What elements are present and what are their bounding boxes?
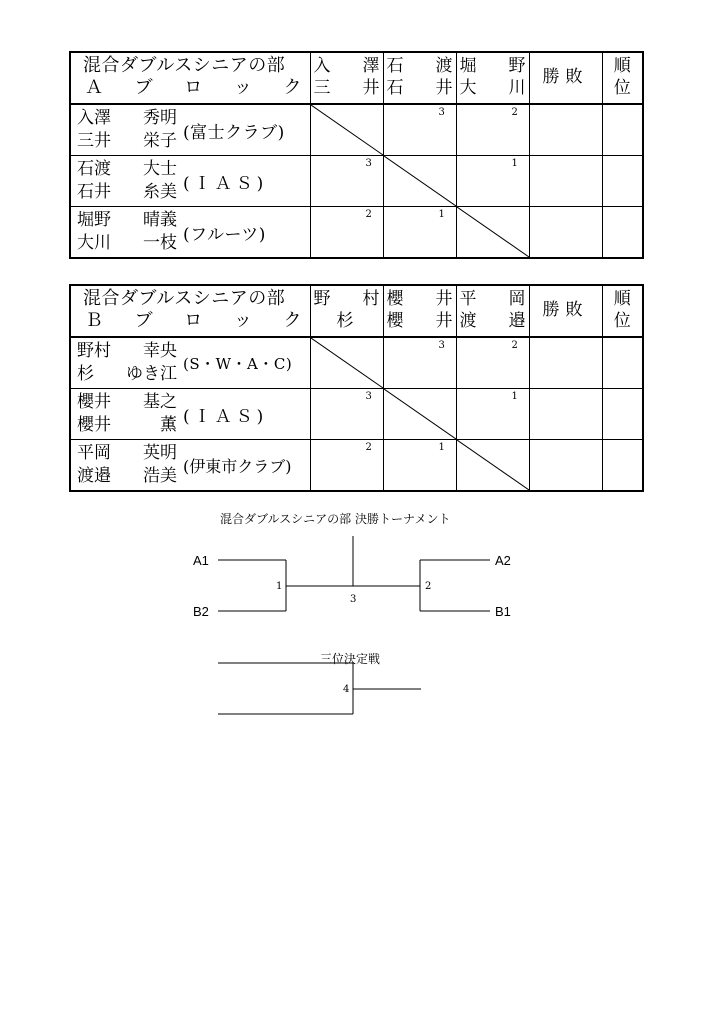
- block-b-team-2: (ＩＡＳ): [183, 406, 268, 427]
- block-a-team-2: (ＩＡＳ): [183, 173, 268, 194]
- block-a-player-3: 堀野 晴義 大川 一枝 (フルーツ): [70, 207, 310, 259]
- match-number-4: 4: [343, 684, 350, 695]
- seed-b1: B1: [495, 604, 511, 619]
- block-b-player-2: 櫻井 基之 櫻井 薫 (ＩＡＳ): [70, 389, 310, 440]
- block-b-cell-2-1: 3: [310, 389, 383, 440]
- block-b-team-1: (S・W・A・C): [183, 354, 293, 373]
- block-a-opponent-2: 石 渡 石 井: [383, 52, 456, 104]
- block-a-opponent-1: 入 澤 三 井: [310, 52, 383, 104]
- match-number-1: 1: [276, 581, 283, 592]
- block-a-rank-header: 順 位: [602, 52, 643, 104]
- block-a-title: 混合ダブルスシニアの部: [83, 55, 286, 76]
- block-a-cell-3-2: 1: [383, 207, 456, 259]
- match-number-3: 3: [350, 594, 357, 605]
- block-b-opponent-1: 野 村 杉: [310, 285, 383, 337]
- block-b-player-3: 平岡 英明 渡邉 浩美 (伊東市クラブ): [70, 440, 310, 492]
- block-b-cell-3-2: 1: [383, 440, 456, 492]
- block-b-cell-3-1: 2: [310, 440, 383, 492]
- block-b-title: 混合ダブルスシニアの部: [83, 288, 286, 309]
- seed-a1: A1: [193, 553, 209, 568]
- block-b-opponent-3: 平 岡 渡 邉: [456, 285, 529, 337]
- block-a-cell-2-3: 1: [456, 156, 529, 207]
- block-b-team-3: (伊東市クラブ): [183, 456, 292, 476]
- block-b-player-1: 野村 幸央 杉 ゆき江 (S・W・A・C): [70, 337, 310, 389]
- match-number-2: 2: [425, 581, 432, 592]
- block-b-subtitle: Ｂ ブ ロ ッ ク: [85, 310, 302, 331]
- block-a-team-1: (富士クラブ): [183, 122, 285, 143]
- block-a-player-1: 入澤 秀明 三井 栄子 (富士クラブ): [70, 104, 310, 156]
- block-b-win-lose-header: 勝敗: [529, 285, 602, 337]
- tournament-title: 混合ダブルスシニアの部 決勝トーナメント: [220, 512, 451, 526]
- block-a-player-2: 石渡 大士 石井 糸美 (ＩＡＳ): [70, 156, 310, 207]
- block-b-cell-1-3: 2: [456, 337, 529, 389]
- block-b-cell-2-3: 1: [456, 389, 529, 440]
- seed-b2: B2: [193, 604, 209, 619]
- block-a-subtitle: Ａ ブ ロ ッ ク: [85, 77, 302, 98]
- block-b-opponent-2: 櫻 井 櫻 井: [383, 285, 456, 337]
- block-b-rank-header: 順 位: [602, 285, 643, 337]
- seed-a2: A2: [495, 553, 511, 568]
- block-a-cell-1-2: 3: [383, 104, 456, 156]
- block-a-opponent-3: 堀 野 大 川: [456, 52, 529, 104]
- block-a-cell-3-1: 2: [310, 207, 383, 259]
- block-b-cell-1-2: 3: [383, 337, 456, 389]
- block-a-team-3: (フルーツ): [183, 224, 266, 245]
- block-a-cell-1-3: 2: [456, 104, 529, 156]
- third-place-title: 三位決定戦: [320, 652, 381, 666]
- block-a-win-lose-header: 勝敗: [529, 52, 602, 104]
- block-a-cell-2-1: 3: [310, 156, 383, 207]
